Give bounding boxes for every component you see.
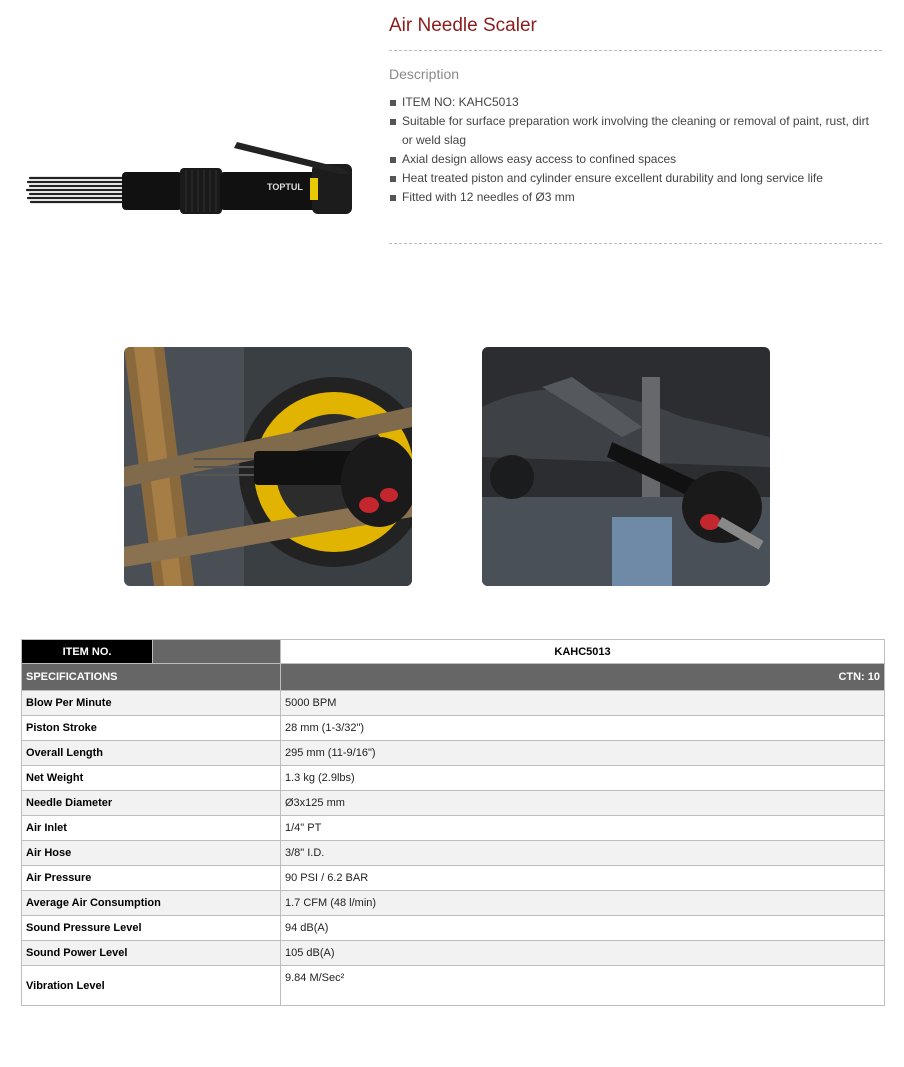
table-row (22, 766, 885, 791)
specifications-label: SPECIFICATIONS (22, 664, 281, 691)
table-row (22, 841, 885, 866)
product-info (389, 14, 882, 244)
item-no-label: ITEM NO. (22, 640, 153, 664)
description-heading: Description (389, 66, 460, 82)
spec-label: Air Hose (22, 841, 281, 866)
usage-photo-rusty-frame (124, 347, 412, 586)
spec-value: 3/8" I.D. (281, 841, 885, 866)
specifications-header-row (22, 664, 885, 691)
description-item: Heat treated piston and cylinder ensure excellent durability and long service life (389, 169, 882, 188)
description-item: ITEM NO: KAHC5013 (389, 93, 882, 112)
spec-label: Air Pressure (22, 866, 281, 891)
spec-label: Blow Per Minute (22, 691, 281, 716)
spec-label: Sound Pressure Level (22, 916, 281, 941)
spec-value: 1.7 CFM (48 l/min) (281, 891, 885, 916)
spec-value: 105 dB(A) (281, 941, 885, 966)
model-number: KAHC5013 (281, 640, 885, 664)
description-list (389, 93, 882, 207)
table-row (22, 916, 885, 941)
table-row (22, 941, 885, 966)
table-row (22, 691, 885, 716)
usage-photo-car-underbody (482, 347, 770, 586)
description-item: Fitted with 12 needles of Ø3 mm (389, 188, 882, 207)
spec-value: 5000 BPM (281, 691, 885, 716)
spec-label: Net Weight (22, 766, 281, 791)
spec-label: Piston Stroke (22, 716, 281, 741)
table-row (22, 966, 885, 1006)
spec-value: 94 dB(A) (281, 916, 885, 941)
table-row (22, 891, 885, 916)
spec-label: Air Inlet (22, 816, 281, 841)
spec-value: 1.3 kg (2.9lbs) (281, 766, 885, 791)
specifications-table (21, 639, 885, 1006)
tool-brand-text: TOPTUL (267, 182, 303, 192)
spec-value: 295 mm (11-9/16") (281, 741, 885, 766)
table-header-row (22, 640, 885, 664)
spec-label: Vibration Level (22, 966, 281, 1006)
spec-label: Overall Length (22, 741, 281, 766)
spec-label: Average Air Consumption (22, 891, 281, 916)
table-row (22, 741, 885, 766)
spec-value: 1/4" PT (281, 816, 885, 841)
spec-value: Ø3x125 mm (281, 791, 885, 816)
product-image (22, 120, 362, 230)
spec-label: Sound Power Level (22, 941, 281, 966)
spec-value: 9.84 M/Sec² (281, 966, 885, 1006)
divider-bottom (389, 243, 882, 244)
page-title: Air Needle Scaler (389, 15, 537, 36)
header-spacer (153, 640, 281, 664)
description-item: Axial design allows easy access to confined spaces (389, 150, 882, 169)
spec-value: 28 mm (1-3/32") (281, 716, 885, 741)
spec-label: Needle Diameter (22, 791, 281, 816)
ctn-label: CTN: 10 (281, 664, 885, 691)
divider-top (389, 50, 882, 51)
spec-value: 90 PSI / 6.2 BAR (281, 866, 885, 891)
table-row (22, 791, 885, 816)
table-row (22, 816, 885, 841)
description-item: Suitable for surface preparation work involving the cleaning or removal of paint, rust, dirt or weld slag (389, 112, 882, 150)
table-row (22, 866, 885, 891)
table-row (22, 716, 885, 741)
